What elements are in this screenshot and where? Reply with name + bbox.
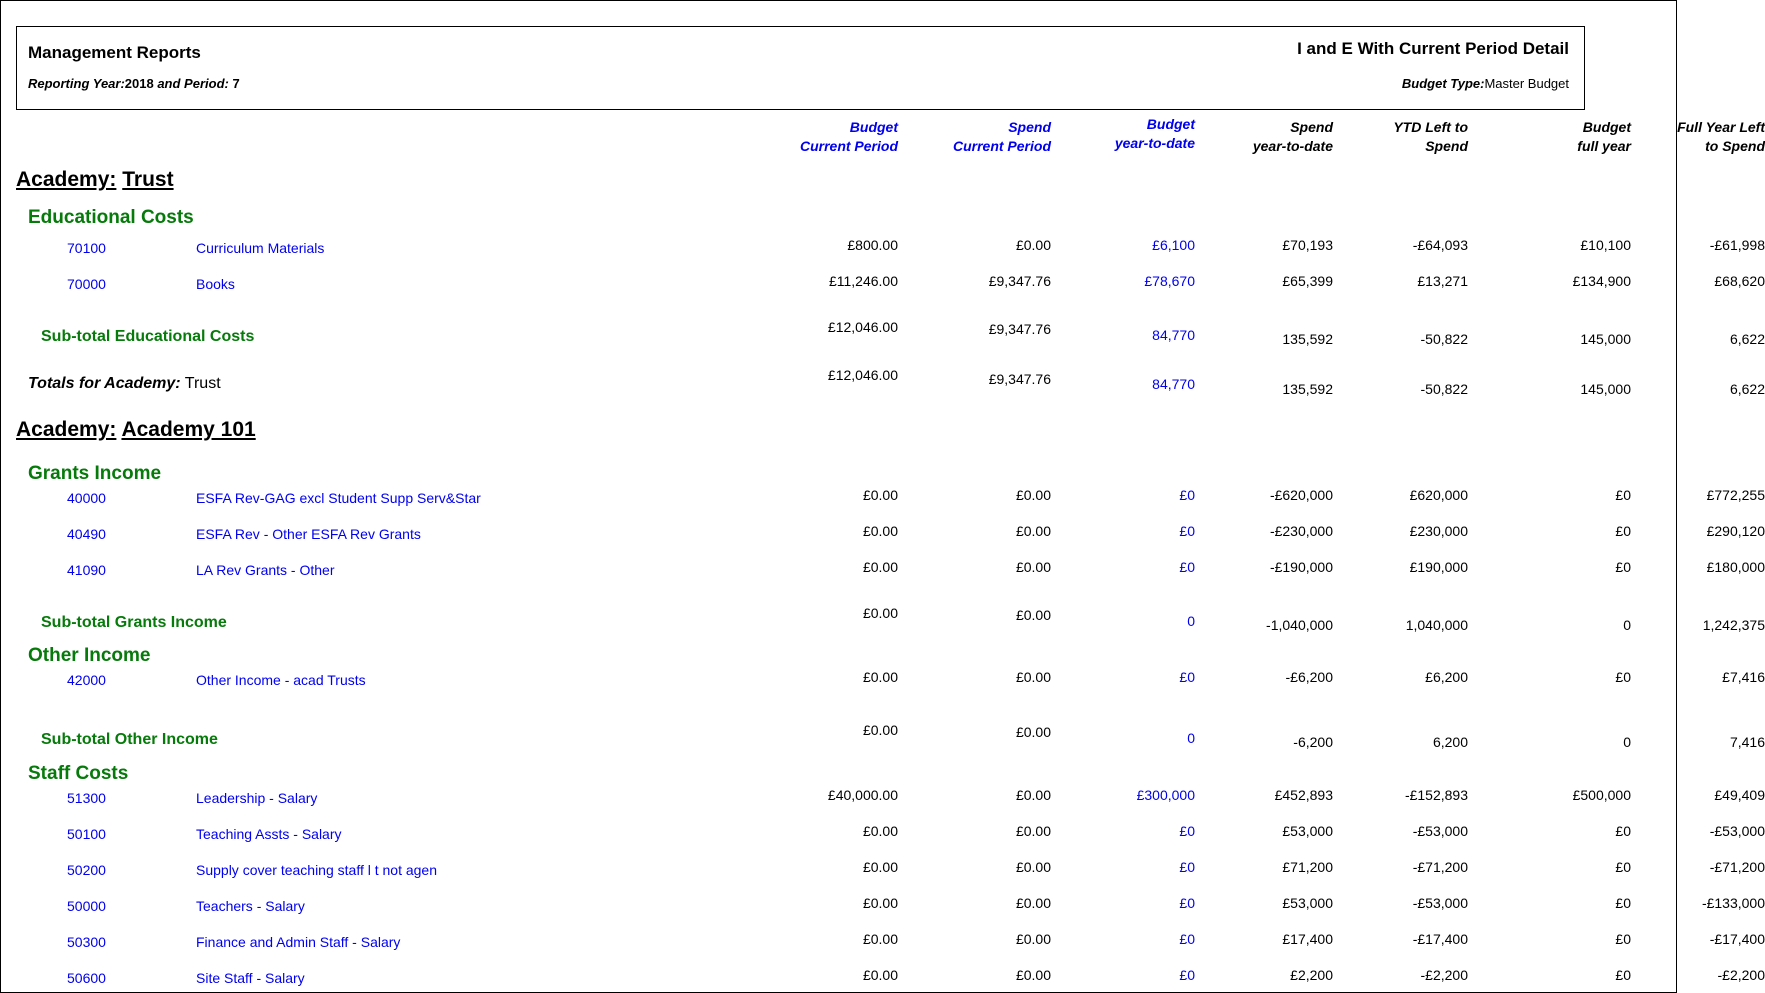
table-cell: £0.00: [1015, 559, 1051, 575]
subtotal-cell: £9,347.76: [988, 321, 1051, 337]
table-cell: -£53,000: [1709, 823, 1765, 839]
table-cell: -£6,200: [1285, 669, 1333, 685]
table-cell: £0: [1615, 859, 1631, 875]
totals-academy-name: Trust: [184, 375, 221, 392]
table-cell: £0: [1179, 895, 1195, 911]
table-cell: £0: [1615, 523, 1631, 539]
table-cell: £0.00: [1015, 237, 1051, 253]
table-cell: £0: [1179, 859, 1195, 875]
column-header-line1: Budget: [1582, 119, 1631, 135]
table-cell: £0: [1615, 669, 1631, 685]
table-cell: -£17,400: [1412, 931, 1468, 947]
column-header-line2: year-to-date: [1114, 135, 1195, 151]
account-description-link[interactable]: Supply cover teaching staff l t not agen: [196, 862, 438, 878]
account-code-link[interactable]: 40000: [67, 490, 106, 506]
table-cell: -£230,000: [1269, 523, 1333, 539]
table-cell: £0: [1179, 559, 1195, 575]
subtotal-cell: 1,040,000: [1405, 617, 1468, 633]
table-cell: £772,255: [1706, 487, 1765, 503]
account-code-link[interactable]: 50600: [67, 970, 106, 986]
table-cell: £65,399: [1282, 273, 1333, 289]
totals-cell: 145,000: [1580, 381, 1631, 397]
table-cell: £13,271: [1417, 273, 1468, 289]
reporting-period: [28, 76, 240, 91]
table-cell: £11,246.00: [828, 273, 898, 289]
column-header: [800, 118, 898, 156]
category-heading: Grants Income: [28, 463, 162, 484]
academy-prefix: Academy:: [16, 168, 117, 191]
subtotal-cell: £0.00: [1015, 724, 1051, 740]
account-code-link[interactable]: 50100: [67, 826, 106, 842]
column-header-line1: Full Year Left: [1677, 119, 1765, 135]
account-description-link[interactable]: Books: [196, 276, 235, 292]
table-cell: £0: [1615, 823, 1631, 839]
table-cell: £0.00: [1015, 895, 1051, 911]
academy-name: Academy 101: [121, 418, 256, 441]
account-description-link[interactable]: Other Income - acad Trusts: [196, 672, 366, 688]
subtotal-cell: £0.00: [1015, 607, 1051, 623]
subtotal-cell: 0: [1187, 730, 1195, 746]
subtotal-cell: 7,416: [1729, 734, 1765, 750]
table-cell: -£71,200: [1412, 859, 1468, 875]
table-cell: £0.00: [1015, 859, 1051, 875]
account-description-link[interactable]: ESFA Rev - Other ESFA Rev Grants: [196, 526, 421, 542]
totals-label: Totals for Academy:: [28, 375, 181, 392]
totals-cell: 135,592: [1282, 381, 1333, 397]
subtotal-cell: £0.00: [862, 605, 898, 621]
subtotal-cell: 1,242,375: [1702, 617, 1765, 633]
subtotal-label: Sub-total Other Income: [41, 731, 218, 748]
subtotal-cell: 145,000: [1580, 331, 1631, 347]
table-cell: £0: [1179, 487, 1195, 503]
reporting-year-label: Reporting Year:: [28, 76, 125, 91]
subtotal-cell: -1,040,000: [1266, 617, 1333, 633]
column-header-line2: Spend: [1425, 138, 1468, 154]
account-description-link[interactable]: Teachers - Salary: [196, 898, 305, 914]
table-cell: £0: [1615, 967, 1631, 983]
column-header-line1: Budget: [1146, 116, 1195, 132]
table-cell: £7,416: [1722, 669, 1765, 685]
account-description-link[interactable]: LA Rev Grants - Other: [196, 562, 335, 578]
table-cell: £290,120: [1706, 523, 1765, 539]
column-header: [1577, 118, 1631, 156]
totals-cell: £9,347.76: [988, 371, 1051, 387]
table-cell: £0.00: [862, 895, 898, 911]
table-cell: £53,000: [1282, 895, 1333, 911]
table-cell: £68,620: [1714, 273, 1765, 289]
totals-cell: 6,622: [1729, 381, 1765, 397]
totals-cell: -50,822: [1420, 381, 1468, 397]
account-description-link[interactable]: Teaching Assts - Salary: [196, 826, 342, 842]
category-heading: Staff Costs: [28, 763, 129, 784]
table-cell: £0.00: [862, 669, 898, 685]
account-code-link[interactable]: 42000: [67, 672, 106, 688]
table-cell: £0: [1179, 931, 1195, 947]
table-cell: £0: [1179, 669, 1195, 685]
table-cell: -£190,000: [1269, 559, 1333, 575]
reporting-year: 2018: [124, 76, 154, 91]
table-cell: £0: [1615, 895, 1631, 911]
subtotal-cell: -6,200: [1293, 734, 1333, 750]
table-cell: £6,200: [1425, 669, 1468, 685]
column-header: [1253, 118, 1333, 156]
table-cell: £53,000: [1282, 823, 1333, 839]
table-cell: -£133,000: [1701, 895, 1765, 911]
table-cell: -£2,200: [1717, 967, 1765, 983]
table-cell: -£71,200: [1709, 859, 1765, 875]
table-cell: £0.00: [1015, 523, 1051, 539]
table-cell: -£61,998: [1709, 237, 1765, 253]
table-cell: -£17,400: [1709, 931, 1765, 947]
report-title: Management Reports: [28, 43, 201, 62]
table-cell: -£53,000: [1412, 895, 1468, 911]
report-name: I and E With Current Period Detail: [1297, 39, 1569, 58]
academy-name: Trust: [122, 168, 174, 191]
subtotal-cell: 0: [1623, 617, 1631, 633]
column-header-line2: year-to-date: [1252, 138, 1333, 154]
subtotal-cell: 0: [1623, 734, 1631, 750]
account-description-link[interactable]: Curriculum Materials: [196, 240, 325, 256]
subtotal-cell: 84,770: [1152, 327, 1195, 343]
account-code-link[interactable]: 70000: [67, 276, 106, 292]
account-description-link[interactable]: Finance and Admin Staff - Salary: [196, 934, 401, 950]
budget-type-label: Budget Type:: [1401, 76, 1485, 91]
table-cell: £0.00: [1015, 787, 1051, 803]
table-cell: £10,100: [1580, 237, 1631, 253]
column-header-line1: Budget: [849, 119, 898, 135]
table-cell: -£2,200: [1420, 967, 1468, 983]
table-cell: £452,893: [1274, 787, 1333, 803]
column-header-line2: Current Period: [799, 138, 898, 154]
subtotal-cell: 6,622: [1729, 331, 1765, 347]
table-cell: £71,200: [1282, 859, 1333, 875]
table-cell: £0.00: [1015, 669, 1051, 685]
table-cell: £0: [1179, 523, 1195, 539]
table-cell: -£64,093: [1412, 237, 1468, 253]
column-header: [1393, 118, 1468, 156]
totals-cell: £12,046.00: [827, 367, 898, 383]
table-cell: £0.00: [1015, 823, 1051, 839]
table-cell: £0: [1179, 823, 1195, 839]
account-description-link[interactable]: ESFA Rev-GAG excl Student Supp Serv&Star: [196, 490, 481, 506]
subtotal-cell: 6,200: [1432, 734, 1468, 750]
academy-totals-label: [28, 375, 221, 393]
table-cell: £0.00: [862, 967, 898, 983]
table-cell: £0.00: [862, 523, 898, 539]
table-cell: £500,000: [1572, 787, 1631, 803]
column-header-line1: Spend: [1008, 119, 1051, 135]
account-code-link[interactable]: 51300: [67, 790, 106, 806]
table-cell: £17,400: [1282, 931, 1333, 947]
table-cell: £0.00: [1015, 931, 1051, 947]
category-heading: Educational Costs: [28, 207, 194, 228]
academy-heading: [16, 418, 256, 442]
table-cell: £0.00: [862, 487, 898, 503]
subtotal-cell: 135,592: [1282, 331, 1333, 347]
table-cell: -£620,000: [1269, 487, 1333, 503]
table-cell: £2,200: [1290, 967, 1333, 983]
budget-type: [1402, 76, 1569, 91]
table-cell: £70,193: [1282, 237, 1333, 253]
column-header-line2: full year: [1577, 138, 1631, 154]
category-heading: Other Income: [28, 645, 151, 666]
column-header-line2: Current Period: [952, 138, 1051, 154]
column-header-line1: YTD Left to: [1393, 119, 1468, 135]
table-cell: £78,670: [1144, 273, 1195, 289]
budget-type-value: Master Budget: [1484, 76, 1569, 91]
table-cell: £180,000: [1706, 559, 1765, 575]
subtotal-cell: 0: [1187, 613, 1195, 629]
table-cell: £0.00: [862, 931, 898, 947]
table-cell: £49,409: [1714, 787, 1765, 803]
column-header: [953, 118, 1051, 156]
table-cell: £0: [1179, 967, 1195, 983]
account-code-link[interactable]: 50300: [67, 934, 106, 950]
table-cell: £6,100: [1152, 237, 1195, 253]
table-cell: £620,000: [1409, 487, 1468, 503]
table-cell: £0.00: [862, 823, 898, 839]
subtotal-cell: £12,046.00: [827, 319, 898, 335]
table-cell: £134,900: [1572, 273, 1631, 289]
account-code-link[interactable]: 50000: [67, 898, 106, 914]
table-cell: £0.00: [1015, 487, 1051, 503]
account-code-link[interactable]: 40490: [67, 526, 106, 542]
column-header-line2: to Spend: [1705, 138, 1765, 154]
period-label: and Period:: [153, 76, 233, 91]
table-cell: £800.00: [847, 237, 898, 253]
table-cell: £0.00: [862, 559, 898, 575]
table-cell: £40,000.00: [827, 787, 898, 803]
table-cell: £9,347.76: [988, 273, 1051, 289]
table-cell: -£53,000: [1412, 823, 1468, 839]
table-cell: -£152,893: [1404, 787, 1468, 803]
account-code-link[interactable]: 41090: [67, 562, 106, 578]
subtotal-cell: £0.00: [862, 722, 898, 738]
table-cell: £300,000: [1136, 787, 1195, 803]
table-cell: £0: [1615, 559, 1631, 575]
account-description-link[interactable]: Site Staff - Salary: [196, 970, 305, 986]
table-cell: £230,000: [1409, 523, 1468, 539]
totals-cell: 84,770: [1152, 376, 1195, 392]
table-cell: £0.00: [1015, 967, 1051, 983]
table-cell: £0.00: [862, 859, 898, 875]
account-code-link[interactable]: 70100: [67, 240, 106, 256]
subtotal-label: Sub-total Grants Income: [41, 614, 227, 631]
subtotal-cell: -50,822: [1420, 331, 1468, 347]
column-header-line1: Spend: [1290, 119, 1333, 135]
column-header: [1115, 115, 1195, 153]
table-cell: £190,000: [1409, 559, 1468, 575]
academy-heading: [16, 168, 174, 192]
period-value: 7: [232, 76, 240, 91]
account-description-link[interactable]: Leadership - Salary: [196, 790, 318, 806]
column-header: [1677, 118, 1765, 156]
table-cell: £0: [1615, 931, 1631, 947]
table-cell: £0: [1615, 487, 1631, 503]
subtotal-label: Sub-total Educational Costs: [41, 328, 255, 345]
academy-prefix: Academy:: [16, 418, 117, 441]
account-code-link[interactable]: 50200: [67, 862, 106, 878]
